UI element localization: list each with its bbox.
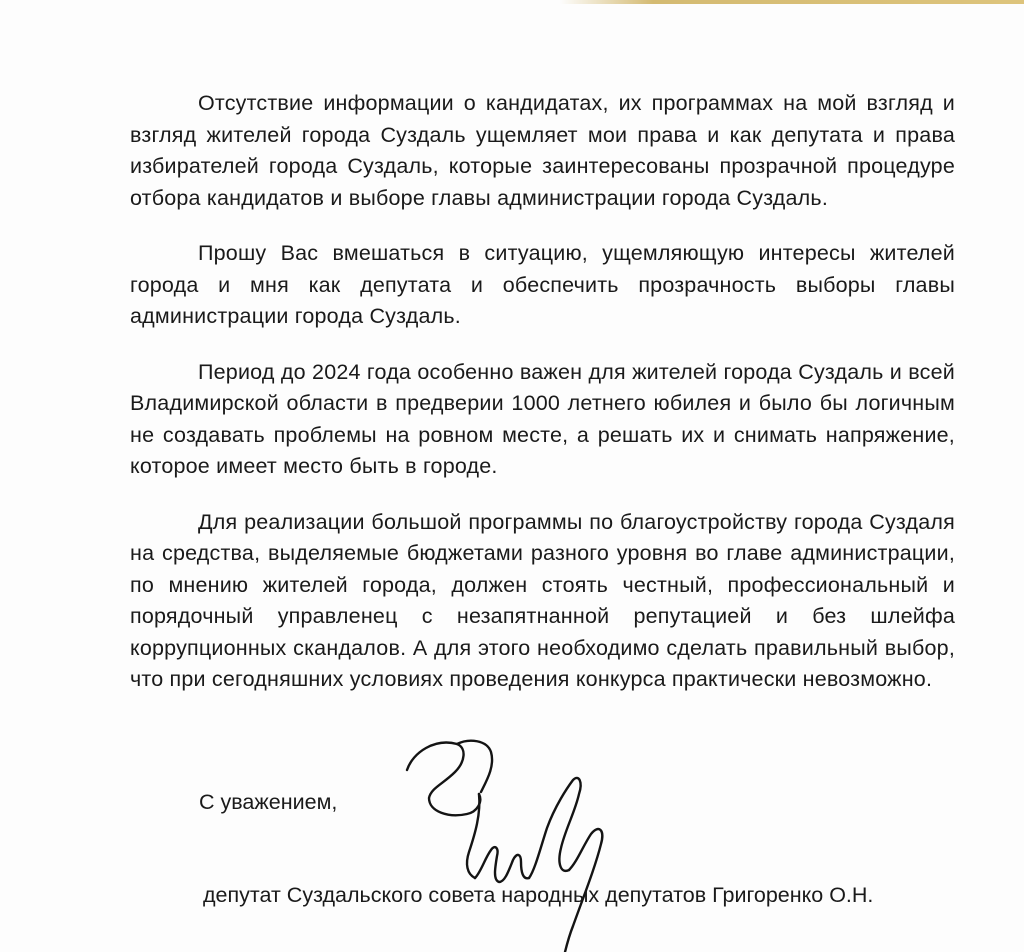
paragraph-1: Отсутствие информации о кандидатах, их программах на мой взгляд и взгляд жителей города Суздаль ущемляет мои права и как депутата и права избирателей города Суздаль, которые заинтересованы прозрачной процедуре отбора кандидатов и выборе главы администрации города Суздаль. [130, 91, 955, 210]
paragraph-2: Прошу Вас вмешаться в ситуацию, ущемляющую интересы жителей города и мня как депутата и обеспечить прозрачность выборы главы администрации города Суздаль. [130, 241, 955, 328]
closing-salutation: С уважением, [199, 790, 338, 814]
letter-body [130, 88, 955, 720]
paper-edge [560, 0, 1024, 4]
signature-line: депутат Суздальского совета народных депутатов Григоренко О.Н. [203, 883, 874, 907]
paragraph-3: Период до 2024 года особенно важен для жителей города Суздаль и всей Владимирской области в предверии 1000 летнего юбилея и было бы логичным не создавать проблемы на ровном месте, а решать их и снимать напряжение, которое имеет место быть в городе. [130, 359, 955, 478]
handwritten-signature [395, 722, 625, 952]
paragraph-4: Для реализации большой программы по благоустройству города Суздаля на средства, выделяемые бюджетами разного уровня во главе администрации, по мнению жителей города, должен стоять честный, профессиональный и порядочный управленец с незапятнанной репутацией и без шлейфа коррупционных скандалов. А для этого необходимо сделать правильный выбор, что при сегодняшних условиях проведения конкурса практически невозможно. [130, 509, 955, 691]
